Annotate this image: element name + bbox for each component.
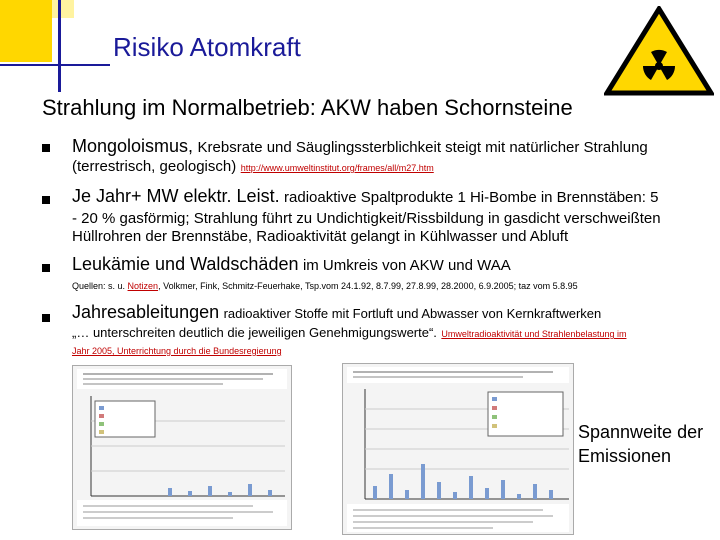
bullet-4-link-2[interactable]: Jahr 2005, Unterrichtung durch die Bundesregierung [72, 346, 282, 356]
bullet-4-line [72, 302, 601, 323]
bullet-2-line [72, 186, 658, 207]
bullet-1-text: Krebsrate und Säuglingssterblichkeit steigt mit natürlicher Strahlung [197, 139, 648, 156]
bullet-3-text: im Umkreis von AKW und WAA [302, 257, 511, 274]
bullet-marker [42, 264, 50, 272]
decoration-yellow-square [0, 0, 52, 62]
bullet-4-quote-line [72, 324, 626, 342]
bullet-2-cont1: - 20 % gasförmig; Strahlung führt zu Undichtigkeit/Rissbildung in gasdicht verschweißten [72, 210, 661, 227]
bullet-3-source-rest: , Volkmer, Fink, Schmitz-Feuerhake, Tsp.vom 24.1.92, 8.7.99, 27.8.99, 28.2000, 6.9.2005; taz vom 5.8.95 [158, 281, 578, 291]
decoration-line-vertical [58, 0, 61, 92]
bullet-4-quote: „… unterschreiten deutlich die jeweiligen Genehmigungswerte“. [72, 325, 437, 340]
decoration-line-horizontal [0, 64, 110, 66]
caption-line-1: Spannweite der [578, 422, 704, 442]
bullet-1-head: Mongoloismus, [72, 136, 194, 156]
bullet-4-text: radioaktiver Stoffe mit Fortluft und Abwasser von Kernkraftwerken [223, 306, 602, 321]
bullet-marker [42, 196, 50, 204]
bullet-marker [42, 144, 50, 152]
chart-image-right [342, 363, 574, 535]
bullet-4-link-1[interactable]: Umweltradioaktivität und Strahlenbelastung im [441, 329, 627, 339]
chart-right-graphic [343, 364, 573, 534]
bullet-1-link[interactable]: http://www.umweltinstitut.org/frames/all/m27.htm [240, 163, 434, 173]
bullet-3-line [72, 254, 511, 275]
emissions-caption [578, 420, 703, 468]
bullet-2-text: radioaktive Spaltprodukte 1 Hi-Bombe in Brennstäben: 5 [284, 189, 659, 206]
bullet-1-cont [72, 158, 434, 176]
bullet-1-cont-text: (terrestrisch, geologisch) [72, 158, 237, 175]
bullet-3-head: Leukämie und Waldschäden [72, 254, 299, 274]
chart-left-graphic [73, 366, 291, 529]
slide-subtitle: Strahlung im Normalbetrieb: AKW haben Schornsteine [42, 95, 573, 120]
bullet-marker [42, 314, 50, 322]
decoration-yellow-square-small [52, 0, 74, 18]
caption-line-2: Emissionen [578, 446, 672, 466]
slide-title: Risiko Atomkraft [113, 32, 301, 62]
bullet-2-cont2: Hüllrohren der Brennstäbe, Radioaktivität gelangt in Kühlwasser und Abluft [72, 228, 569, 245]
bullet-3-source-link[interactable]: Notizen [127, 281, 159, 291]
chart-image-left [72, 365, 292, 530]
bullet-3-source-prefix: Quellen: s. u. [72, 281, 126, 291]
bullet-4-head: Jahresableitungen [72, 302, 220, 322]
bullet-1-line [72, 136, 648, 157]
bullet-2-head: Je Jahr+ MW elektr. Leist. [72, 186, 280, 206]
radiation-warning-icon [604, 6, 714, 96]
bullet-3-sources [72, 281, 578, 291]
